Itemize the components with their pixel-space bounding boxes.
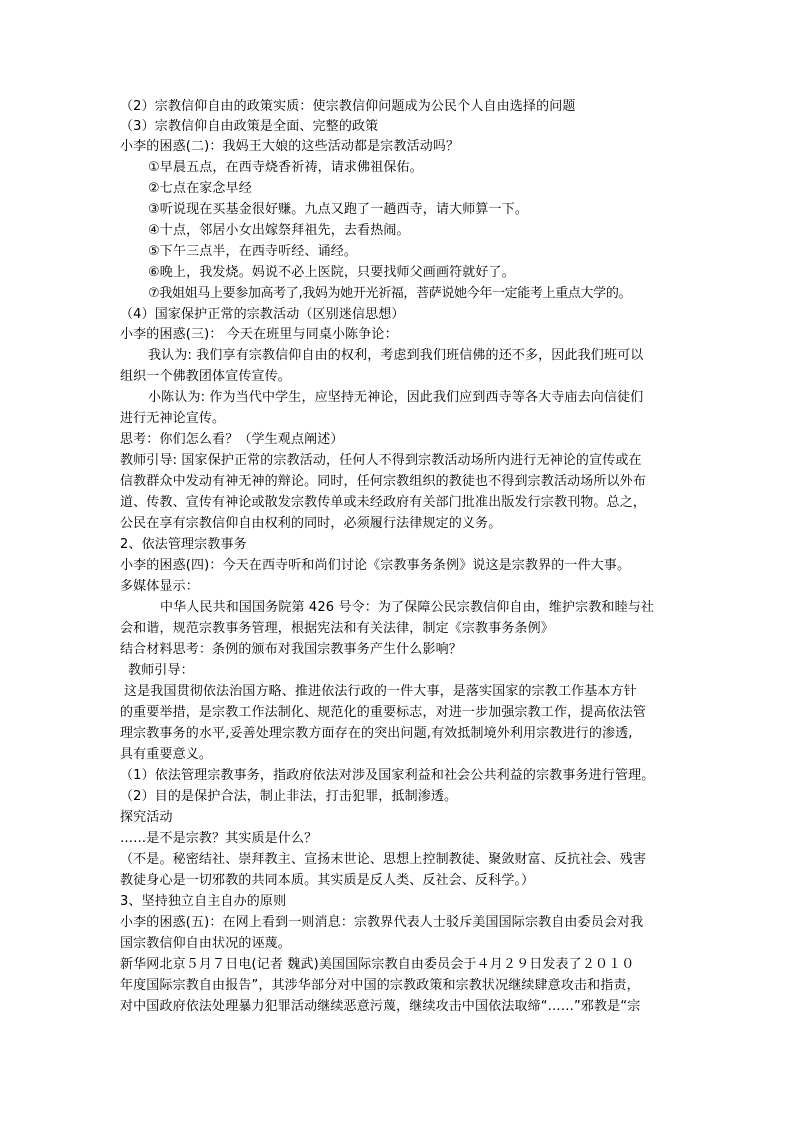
text-line: 小李的困惑(二)：我妈王大娘的这些活动都是宗教活动吗？ [120,139,460,154]
text-line: （2）宗教信仰自由的政策实质：使宗教信仰问题成为公民个人自由选择的问题 [120,99,576,114]
text-line: 新华网北京５月７日电(记者 魏武)美国国际宗教自由委员会于４月２９日发表了２０１０ [120,957,635,972]
text-line: 年度国际宗教自由报告”，其涉华部分对中国的宗教政策和宗教状况继续肆意攻击和指责， [120,978,640,993]
text-line: ⑤下午三点半，在西寺听经、诵经。 [148,244,358,259]
text-line: （3）宗教信仰自由政策是全面、完整的政策 [120,119,379,134]
text-line: 教徒身心是一切邪教的共同本质。其实质是反人类、反社会、反科学。） [120,873,535,888]
text-line: 的重要举措，是宗教工作法制化、规范化的重要标志，对进一步加强宗教工作，提高依法管 [120,705,647,720]
text-line: （1）依法管理宗教事务，指政府依法对涉及国家利益和社会公共利益的宗教事务进行管理。 [120,768,655,783]
text-line: 小陈认为: 作为当代中学生，应坚持无神论，因此我们应到西寺等各大寺庙去向信徒们 [148,390,644,405]
text-line: ……是不是宗教？其实质是什么？ [120,831,318,846]
text-line: 我认为: 我们享有宗教信仰自由的权利，考虑到我们班信佛的还不多，因此我们班可以 [148,348,644,363]
text-line: 这是我国贯彻依法治国方略、推进依法行政的一件大事，是落实国家的宗教工作基本方针 [124,684,637,699]
text-line: ①早晨五点，在西寺烧香祈祷，请求佛祖保佑。 [148,160,423,175]
text-line: 理宗教事务的水平,妥善处理宗教方面存在的突出问题,有效抵制境外利用宗教进行的渗透, [120,726,633,741]
text-line: 小李的困惑(五)：在网上看到一则消息：宗教界代表人士驳斥美国国际宗教自由委员会对我 [120,915,644,930]
text-line: ⑥晚上，我发烧。妈说不必上医院，只要找师父画画符就好了。 [148,265,515,280]
text-line: 思考：你们怎么看？（学生观点阐述） [120,432,344,447]
text-line: 国宗教信仰自由状况的诬蔑。 [120,936,291,951]
text-line: 多媒体显示： [120,579,199,594]
text-line: 中华人民共和国国务院第 426 号令：为了保障公民宗教信仰自由，维护宗教和睦与社 [160,600,655,615]
text-line: 小李的困惑(四)：今天在西寺听和尚们讨论《宗教事务条例》说这是宗教界的一件大事。 [120,558,631,573]
text-line: ③听说现在买基金很好赚。九点又跑了一趟西寺，请大师算一下。 [148,202,529,217]
text-line: 会和谐，规范宗教事务管理，根据宪法和有关法律，制定《宗教事务条例》 [120,621,554,636]
text-line: 道、传教、宣传有神论或散发宗教传单或未经政府有关部门批准出版发行宗教刊物。总之， [120,495,647,510]
text-line: 对中国政府依法处理暴力犯罪活动继续恶意污蔑，继续攻击中国依法取缔“……”邪教是“宗 [120,999,641,1014]
text-line: 探究活动 [120,810,173,825]
text-line: ②七点在家念早经 [148,181,252,196]
text-line: 公民在享有宗教信仰自由权利的同时，必须履行法律规定的义务。 [120,516,502,531]
text-line: （不是。秘密结社、崇拜教主、宣扬末世论、思想上控制教徒、聚敛财富、反抗社会、残害 [120,852,647,867]
text-line: 具有重要意义。 [120,747,213,762]
text-line: （4）国家保护正常的宗教活动（区别迷信思想） [120,307,405,322]
text-line: 教师引导： [128,663,194,678]
text-line: 小李的困惑(三)： 今天在班里与同桌小陈争论： [120,327,398,342]
text-line: 结合材料思考：条例的颁布对我国宗教事务产生什么影响？ [120,642,462,657]
text-line: ⑦我姐姐马上要参加高考了,我妈为她开光祈福，菩萨说她今年一定能考上重点大学的。 [148,286,632,301]
text-line: 2、依法管理宗教事务 [120,537,247,552]
text-line: 组织一个佛教团体宣传宣传。 [120,369,291,384]
text-line: （2）目的是保护合法，制止非法，打击犯罪，抵制渗透。 [120,789,458,804]
text-line: 3、坚持独立自主自办的原则 [120,894,287,909]
text-line: 信教群众中发动有神无神的辩论。同时，任何宗教组织的教徒也不得到宗教活动场所以外布 [120,474,647,489]
text-line: 进行无神论宣传。 [120,411,226,426]
text-line: ④十点，邻居小女出嫁祭拜祖先，去看热闹。 [148,223,410,238]
text-line: 教师引导: 国家保护正常的宗教活动，任何人不得到宗教活动场所内进行无神论的宣传或在 [120,453,642,468]
